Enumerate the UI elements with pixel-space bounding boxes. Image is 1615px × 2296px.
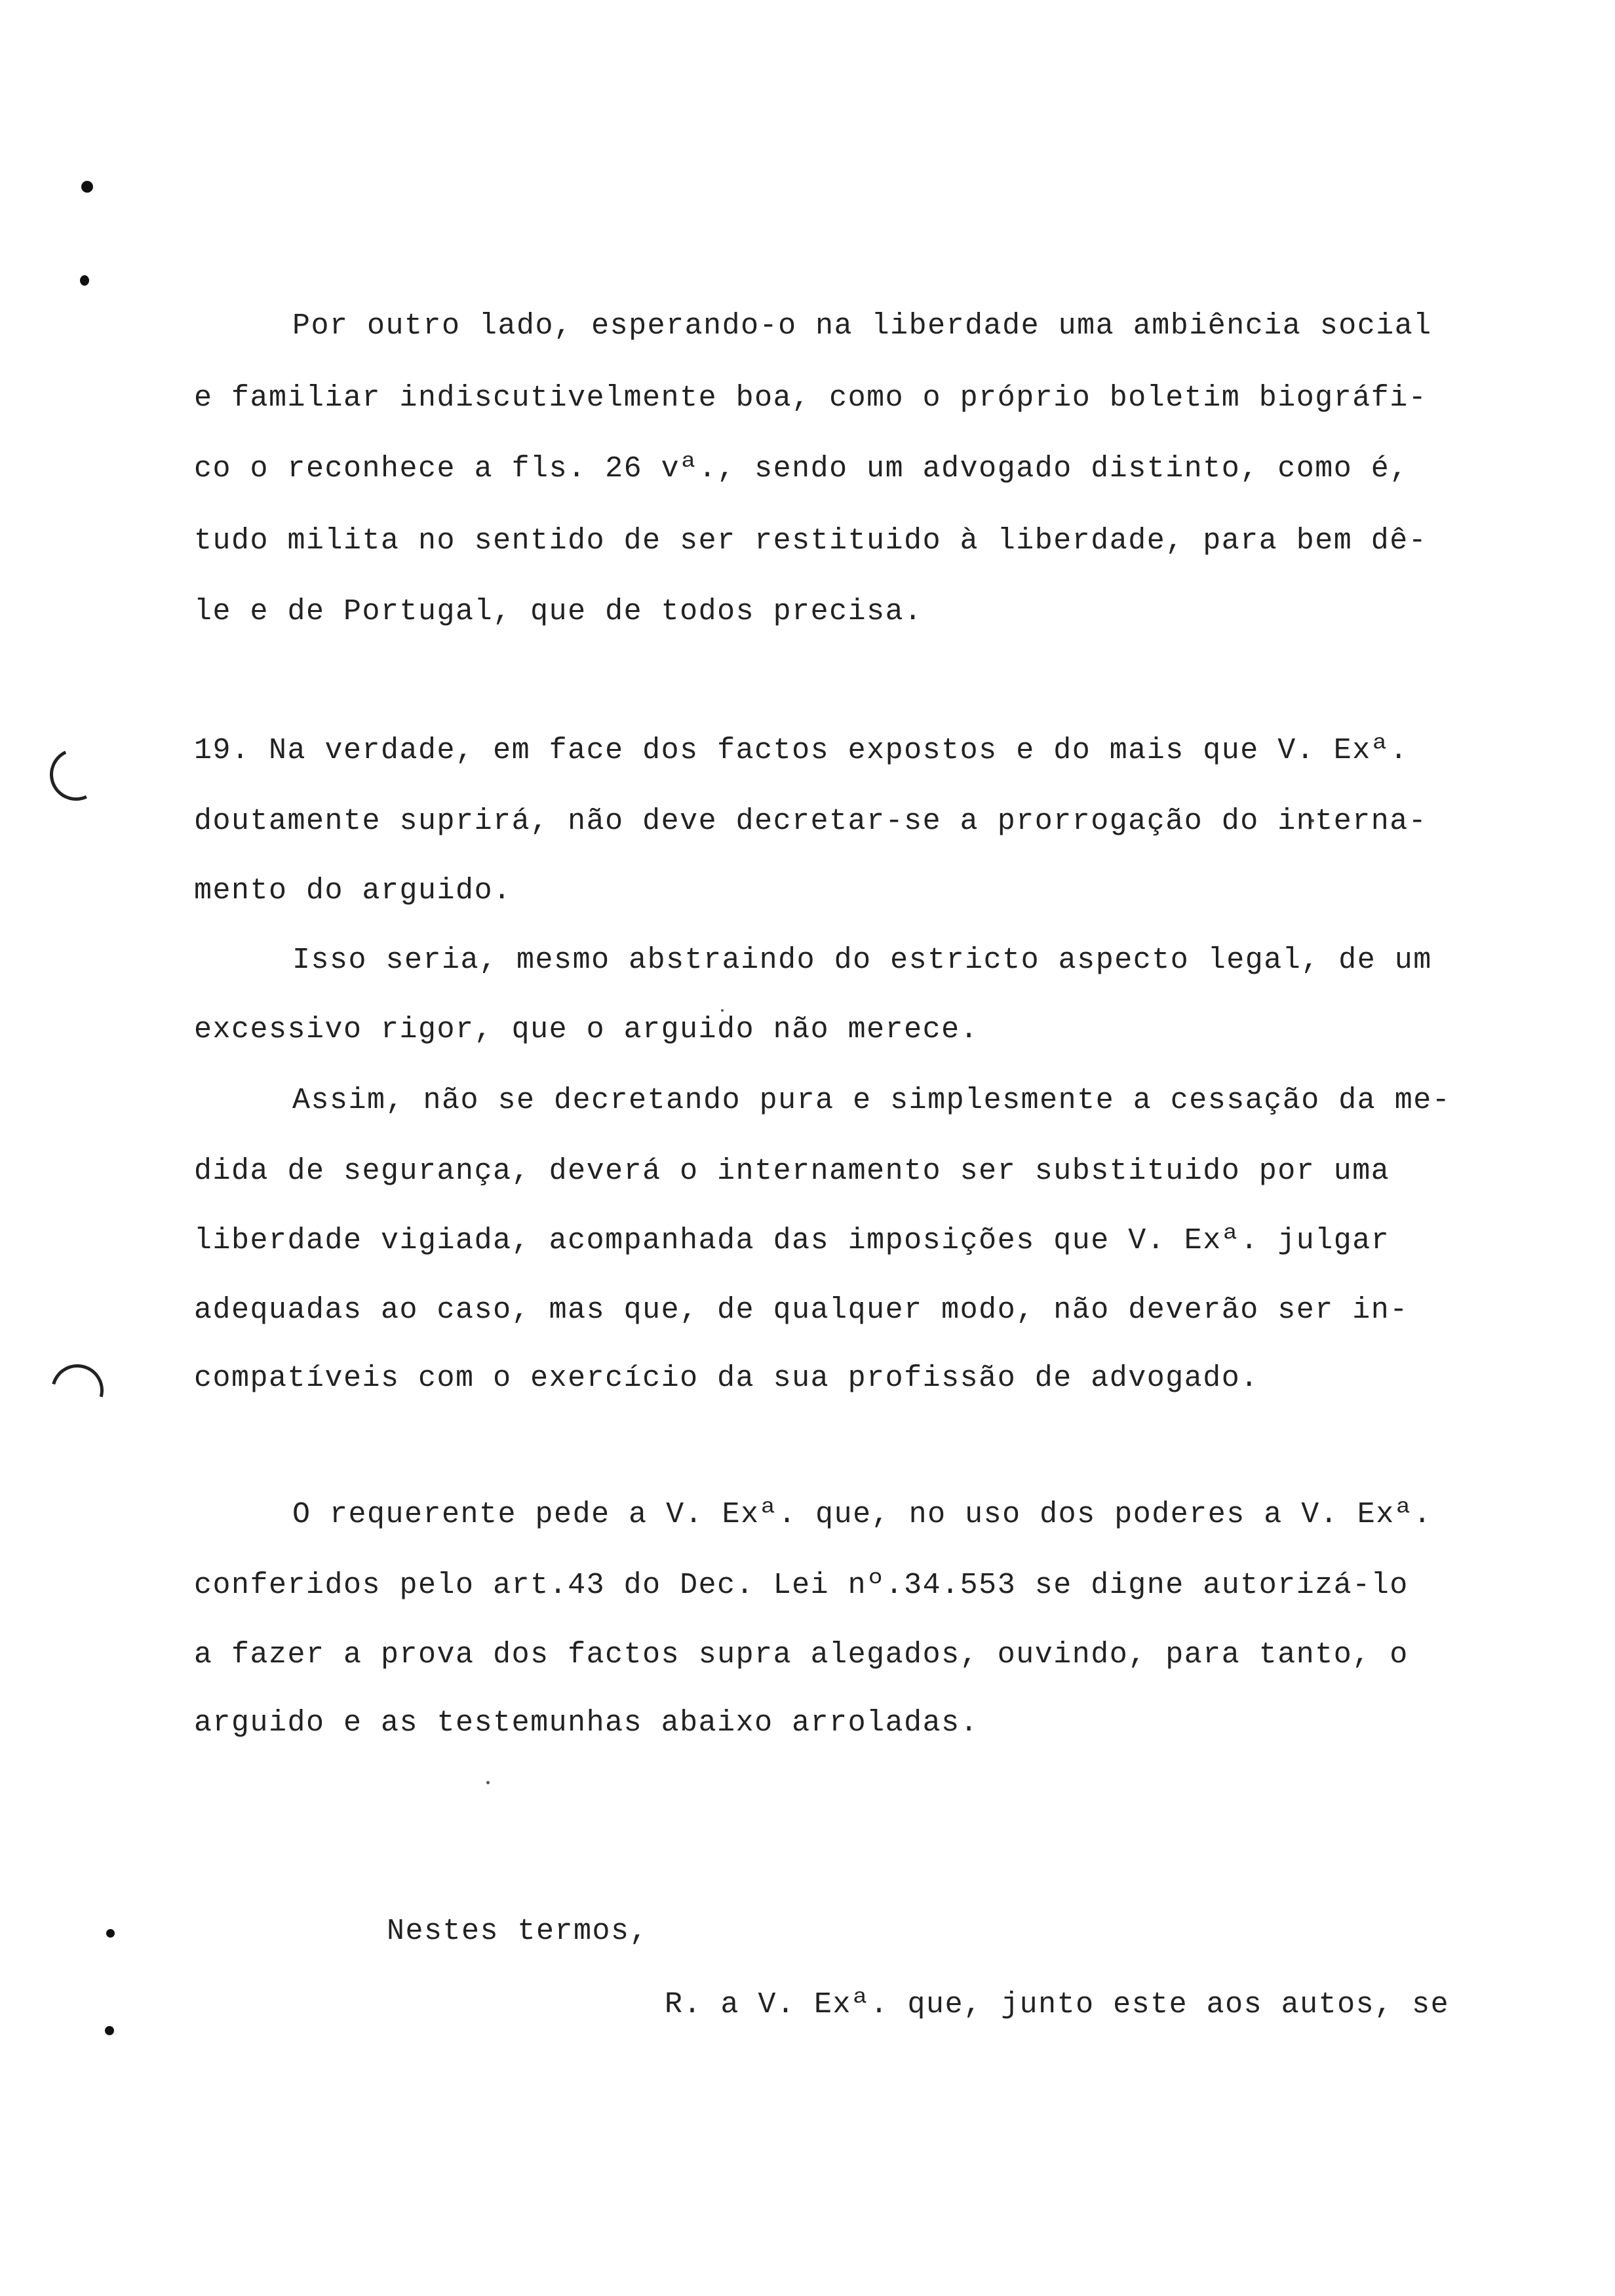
speck	[486, 1781, 490, 1784]
body-text-line: Isso seria, mesmo abstraindo do estricto aspecto legal, de um	[292, 944, 1432, 977]
punch-mark	[81, 181, 93, 193]
body-text-line: adequadas ao caso, mas que, de qualquer modo, não deverão ser in-	[194, 1293, 1409, 1327]
closing-request: R. a V. Exª. que, junto este aos autos, se	[665, 1988, 1450, 2021]
body-text-line: tudo milita no sentido de ser restituido à liberdade, para bem dê-	[194, 524, 1428, 558]
closing-salutation: Nestes termos,	[387, 1915, 649, 1948]
hole-punch-arc	[41, 1354, 113, 1426]
body-text-line: liberdade vigiada, acompanhada das imposições que V. Exª. julgar	[194, 1224, 1390, 1257]
body-text-line: compatíveis com o exercício da sua profissão de advogado.	[194, 1362, 1259, 1395]
body-text-line: 19. Na verdade, em face dos factos expostos e do mais que V. Exª.	[194, 734, 1409, 767]
body-text-line: e familiar indiscutivelmente boa, como o próprio boletim biográfi-	[194, 381, 1428, 415]
punch-mark	[105, 2026, 114, 2035]
body-text-line: mento do arguido.	[194, 874, 512, 908]
body-text-line: Assim, não se decretando pura e simplesmente a cessação da me-	[292, 1084, 1451, 1117]
body-text-line: arguido e as testemunhas abaixo arroladas.	[194, 1706, 979, 1740]
body-text-line: doutamente suprirá, não deve decretar-se a prorrogação do interna-	[194, 805, 1428, 838]
body-text-line: O requerente pede a V. Exª. que, no uso dos poderes a V. Exª.	[292, 1498, 1432, 1531]
body-text-line: dida de segurança, deverá o internamento ser substituido por uma	[194, 1155, 1390, 1188]
body-text-line: co o reconhece a fls. 26 vª., sendo um advogado distinto, como é,	[194, 452, 1409, 486]
body-text-line: le e de Portugal, que de todos precisa.	[194, 595, 923, 628]
punch-mark	[80, 275, 89, 286]
body-text-line: conferidos pelo art.43 do Dec. Lei nº.34.553 se digne autorizá-lo	[194, 1569, 1409, 1602]
body-text-line: a fazer a prova dos factos supra alegados, ouvindo, para tanto, o	[194, 1638, 1409, 1672]
body-text-line: Por outro lado, esperando-o na liberdade uma ambiência social	[292, 309, 1432, 343]
hole-punch-arc	[43, 741, 110, 809]
punch-mark	[106, 1929, 115, 1938]
body-text-line: excessivo rigor, que o arguido não merece.	[194, 1013, 979, 1046]
